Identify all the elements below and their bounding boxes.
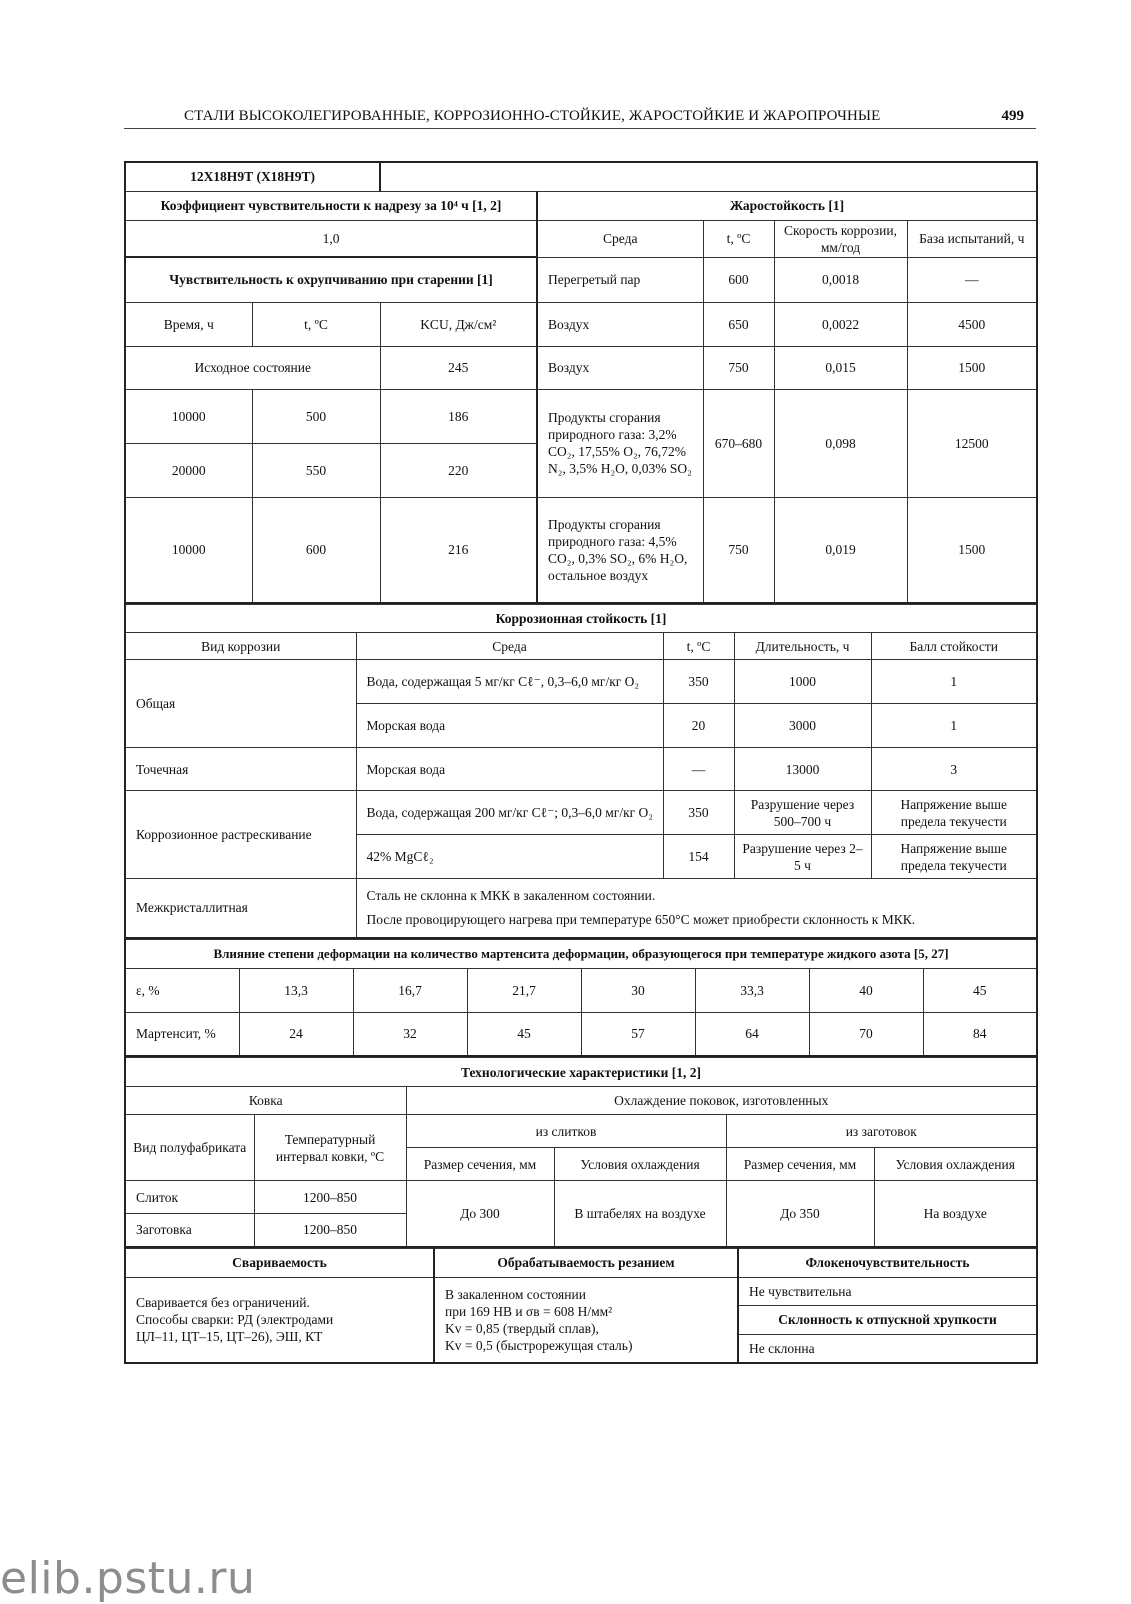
aging-t: 550 — [252, 443, 380, 497]
running-title: СТАЛИ ВЫСОКОЛЕГИРОВАННЫЕ, КОРРОЗИОННО-СТОЙКИЕ, ЖАРОСТОЙКИЕ И ЖАРОПРОЧНЫЕ — [184, 108, 881, 124]
corrosion-header-score: Балл стойкости — [871, 633, 1037, 660]
tech-size-header: Размер сечения, мм — [406, 1148, 554, 1181]
eps-value: 40 — [809, 968, 923, 1012]
watermark: elib.pstu.ru — [0, 1553, 256, 1604]
heat-header-base: База испытаний, ч — [907, 220, 1037, 257]
martensite-title: Влияние степени деформации на количество мартенсита деформации, образующегося при температуре жидкого азота [5, 27] — [125, 939, 1037, 968]
martensite-label: Мартенсит, % — [125, 1012, 239, 1056]
steel-grade: 12Х18Н9Т (Х18Н9Т) — [125, 162, 380, 191]
tech-cond-header: Условия охлаждения — [554, 1148, 726, 1181]
table-grade-aging-heat — [124, 161, 1038, 604]
corrosion-type-general: Общая — [125, 660, 356, 748]
corrosion-type-scc: Коррозионное растрескивание — [125, 791, 356, 879]
martensite-value: 24 — [239, 1012, 353, 1056]
flake-title: Флокеночувствительность — [738, 1248, 1037, 1277]
eps-value: 45 — [923, 968, 1037, 1012]
corrosion-header-dur: Длительность, ч — [734, 633, 871, 660]
martensite-value: 70 — [809, 1012, 923, 1056]
aging-time: 10000 — [125, 389, 252, 443]
corrosion-t: 20 — [663, 704, 734, 748]
corrosion-env: Морская вода — [356, 748, 663, 791]
tech-blank-cond: На воздухе — [874, 1181, 1037, 1247]
corrosion-t: 350 — [663, 660, 734, 704]
tech-ingot-size: До 300 — [406, 1181, 554, 1247]
aging-t: 500 — [252, 389, 380, 443]
heat-base: 1500 — [907, 497, 1037, 603]
corrosion-env: Вода, содержащая 200 мг/кг Cℓ⁻; 0,3–6,0 мг/кг O₂ — [356, 791, 663, 835]
temper-value: Не склонна — [738, 1334, 1037, 1363]
corrosion-dur: 13000 — [734, 748, 871, 791]
corrosion-score: 1 — [871, 704, 1037, 748]
aging-header-t: t, ºС — [252, 302, 380, 346]
aging-kcu: 216 — [380, 497, 537, 603]
aging-header-time: Время, ч — [125, 302, 252, 346]
aging-time: 10000 — [125, 497, 252, 603]
tech-semi-header: Вид полуфабриката — [125, 1115, 254, 1181]
aging-initial-label: Исходное состояние — [125, 346, 380, 389]
mach-text — [434, 1277, 738, 1363]
corrosion-score: Напряжение выше предела текучести — [871, 835, 1037, 879]
intergranular-line-1: Сталь не склонна к МКК в закаленном состоянии. — [366, 887, 656, 903]
table-properties — [124, 1248, 1038, 1365]
intergranular-line-2: После провоцирующего нагрева при температуре 650°С может приобрести склонность к МКК. — [366, 911, 916, 927]
aging-t: 600 — [252, 497, 380, 603]
aging-kcu: 220 — [380, 443, 537, 497]
tech-interval: 1200–850 — [254, 1214, 406, 1247]
martensite-value: 64 — [695, 1012, 809, 1056]
heat-rate: 0,0022 — [774, 302, 907, 346]
temper-title: Склонность к отпускной хрупкости — [738, 1305, 1037, 1334]
heat-title: Жаростойкость [1] — [537, 191, 1037, 220]
corrosion-dur: Разрушение через 2–5 ч — [734, 835, 871, 879]
tech-title: Технологические характеристики [1, 2] — [125, 1058, 1037, 1087]
corrosion-title: Коррозионная стойкость [1] — [125, 605, 1037, 633]
heat-env: Воздух — [537, 302, 703, 346]
tech-interval: 1200–850 — [254, 1181, 406, 1214]
corrosion-score: 1 — [871, 660, 1037, 704]
eps-value: 13,3 — [239, 968, 353, 1012]
heat-rate: 0,0018 — [774, 257, 907, 302]
eps-label: ε, % — [125, 968, 239, 1012]
tech-semi: Заготовка — [125, 1214, 254, 1247]
corrosion-header-env: Среда — [356, 633, 663, 660]
heat-t: 670–680 — [703, 389, 774, 497]
aging-kcu: 186 — [380, 389, 537, 443]
corrosion-env: 42% MgCℓ₂ — [356, 835, 663, 879]
tech-forging: Ковка — [125, 1087, 406, 1115]
running-header — [124, 108, 1036, 129]
heat-t: 600 — [703, 257, 774, 302]
corrosion-dur: 3000 — [734, 704, 871, 748]
heat-header-env: Среда — [537, 220, 703, 257]
eps-value: 33,3 — [695, 968, 809, 1012]
mach-line: В закаленном состоянии — [445, 1286, 586, 1302]
flake-value: Не чувствительна — [738, 1277, 1037, 1305]
notch-title: Коэффициент чувствительности к надрезу за 10⁴ ч [1, 2] — [125, 191, 537, 220]
heat-env: Продукты сгорания природного газа: 4,5% CO₂, 0,3% SO₂, 6% H₂O, остальное воздух — [537, 497, 703, 603]
steel-datasheet — [124, 161, 1036, 1364]
heat-header-t: t, ºС — [703, 220, 774, 257]
weld-line: Сваривается без ограничений. — [136, 1295, 310, 1311]
corrosion-env: Вода, содержащая 5 мг/кг Cℓ⁻, 0,3–6,0 мг/кг O₂ — [356, 660, 663, 704]
table-corrosion — [124, 604, 1038, 939]
corrosion-env: Морская вода — [356, 704, 663, 748]
corrosion-dur: 1000 — [734, 660, 871, 704]
heat-base: 4500 — [907, 302, 1037, 346]
table-martensite — [124, 939, 1038, 1058]
weld-line: ЦЛ–11, ЦТ–15, ЦТ–26), ЭШ, КТ — [136, 1329, 323, 1345]
aging-time: 20000 — [125, 443, 252, 497]
notch-value: 1,0 — [125, 220, 537, 257]
eps-value: 16,7 — [353, 968, 467, 1012]
tech-blank-size: До 350 — [726, 1181, 874, 1247]
corrosion-header-type: Вид коррозии — [125, 633, 356, 660]
heat-t: 750 — [703, 346, 774, 389]
table-technology — [124, 1057, 1038, 1248]
heat-t: 650 — [703, 302, 774, 346]
corrosion-dur: Разрушение через 500–700 ч — [734, 791, 871, 835]
weld-title: Свариваемость — [125, 1248, 434, 1277]
grade-spacer — [380, 162, 1037, 191]
eps-value: 30 — [581, 968, 695, 1012]
corrosion-t: 350 — [663, 791, 734, 835]
heat-rate: 0,098 — [774, 389, 907, 497]
martensite-value: 84 — [923, 1012, 1037, 1056]
heat-rate: 0,015 — [774, 346, 907, 389]
weld-text — [125, 1277, 434, 1363]
corrosion-t: 154 — [663, 835, 734, 879]
corrosion-type-intergranular: Межкристаллитная — [125, 879, 356, 938]
heat-base: — — [907, 257, 1037, 302]
mach-line: Kv = 0,85 (твердый сплав), — [445, 1320, 599, 1336]
tech-cond-header: Условия охлаждения — [874, 1148, 1037, 1181]
aging-header-kcu: KCU, Дж/см² — [380, 302, 537, 346]
tech-from-ingots: из слитков — [406, 1115, 726, 1148]
heat-rate: 0,019 — [774, 497, 907, 603]
heat-header-rate: Скорость коррозии, мм/год — [774, 220, 907, 257]
mach-title: Обрабатываемость резанием — [434, 1248, 738, 1277]
weld-line: Способы сварки: РД (электродами — [136, 1312, 334, 1328]
heat-env: Продукты сгорания природного газа: 3,2% CO₂, 17,55% O₂, 76,72% N₂, 3,5% H₂O, 0,03% SO₂ — [537, 389, 703, 497]
tech-interval-header: Температурный интервал ковки, ºС — [254, 1115, 406, 1181]
heat-base: 1500 — [907, 346, 1037, 389]
corrosion-header-t: t, ºС — [663, 633, 734, 660]
tech-from-blanks: из заготовок — [726, 1115, 1037, 1148]
martensite-value: 45 — [467, 1012, 581, 1056]
heat-env: Воздух — [537, 346, 703, 389]
heat-base: 12500 — [907, 389, 1037, 497]
tech-size-header: Размер сечения, мм — [726, 1148, 874, 1181]
heat-t: 750 — [703, 497, 774, 603]
mach-line: Kv = 0,5 (быстрорежущая сталь) — [445, 1337, 633, 1353]
corrosion-score: Напряжение выше предела текучести — [871, 791, 1037, 835]
aging-title: Чувствительность к охрупчиванию при старении [1] — [125, 257, 537, 302]
tech-cooling: Охлаждение поковок, изготовленных — [406, 1087, 1037, 1115]
aging-initial-value: 245 — [380, 346, 537, 389]
eps-value: 21,7 — [467, 968, 581, 1012]
corrosion-t: — — [663, 748, 734, 791]
mach-line: при 169 НВ и σв = 608 Н/мм² — [445, 1303, 613, 1319]
page-number: 499 — [1001, 108, 1024, 124]
heat-env: Перегретый пар — [537, 257, 703, 302]
tech-ingot-cond: В штабелях на воздухе — [554, 1181, 726, 1247]
martensite-value: 32 — [353, 1012, 467, 1056]
corrosion-type-pitting: Точечная — [125, 748, 356, 791]
intergranular-note — [356, 879, 1037, 938]
corrosion-score: 3 — [871, 748, 1037, 791]
martensite-value: 57 — [581, 1012, 695, 1056]
tech-semi: Слиток — [125, 1181, 254, 1214]
